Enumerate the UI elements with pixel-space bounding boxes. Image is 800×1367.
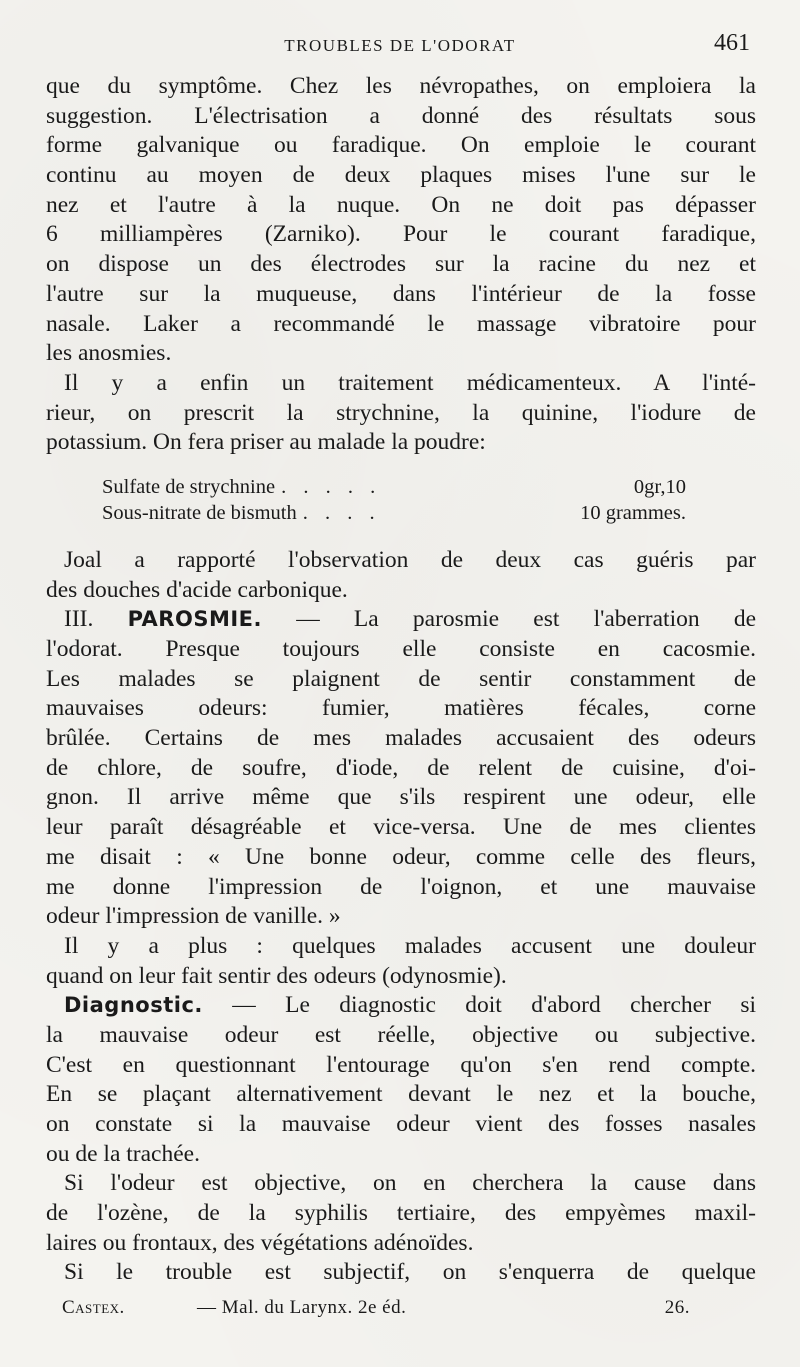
paragraph-subjective — [46, 1258, 756, 1288]
text-line: de l'ozène, de la syphilis tertiaire, des empyèmes maxil- — [46, 1200, 756, 1227]
running-title: TROUBLES DE L'ODORAT — [284, 36, 516, 55]
leader-dots: . . . . — [302, 501, 381, 524]
paragraph-medicaments — [46, 369, 756, 458]
paragraph-odynosmie — [46, 932, 756, 991]
text-line: mauvaises odeurs: fumier, matières fécales, corne — [46, 695, 756, 722]
text-line: les anosmies. — [46, 340, 172, 367]
text-line: gnon. Il arrive même que s'ils respirent une odeur, elle — [46, 784, 756, 811]
text-line: continu au moyen de deux plaques mises l'une sur le — [46, 162, 756, 189]
text-line: laires ou frontaux, des végétations adénoïdes. — [46, 1229, 474, 1256]
text-line: que du symptôme. Chez les névropathes, on emploiera la — [46, 73, 756, 99]
text-line: 6 milliampères (Zarniko). Pour le courant faradique, — [46, 221, 756, 248]
text-line: des douches d'acide carbonique. — [46, 576, 348, 603]
text-line: nez et l'autre à la nuque. On ne doit pas dépasser — [46, 191, 756, 218]
text-line: quand on leur fait sentir des odeurs (odynosmie). — [46, 962, 507, 989]
text-line: potassium. On fera priser au malade la poudre: — [46, 429, 486, 456]
text-line: nasale. Laker a recommandé le massage vibratoire pour — [46, 310, 756, 337]
ingredient-name: Sous-nitrate de bismuth — [102, 501, 297, 524]
text-line: l'odorat. Presque toujours elle consiste en cacosmie. — [46, 636, 756, 662]
running-head — [50, 30, 750, 64]
section-diagnostic — [46, 991, 756, 1169]
text-line: En se plaçant alternativement devant le nez et la bouche, — [46, 1081, 756, 1108]
text-line: Si le trouble est subjectif, on s'enquerra de quelque — [64, 1259, 756, 1286]
heading-line-rest: — Le diagnostic doit d'abord chercher si — [202, 992, 756, 1019]
text-line: suggestion. L'électrisation a donné des résultats sous — [46, 102, 756, 129]
leader-dots: . . . . . — [281, 475, 382, 498]
ingredient-dose: 10 grammes. — [580, 501, 686, 524]
text-line: l'autre sur la muqueuse, dans l'intérieur de la fosse — [46, 280, 756, 307]
text-line: Les malades se plaignent de sentir constamment de — [46, 665, 756, 692]
prescription-row — [102, 500, 686, 526]
page-number: 461 — [714, 30, 750, 56]
page-body — [46, 72, 756, 1288]
page-footer — [62, 1297, 690, 1327]
text-line: leur paraît désagréable et vice-versa. Une de mes clientes — [46, 814, 756, 841]
ingredient-name: Sulfate de strychnine — [102, 475, 276, 498]
paragraph-electrisation — [46, 72, 756, 369]
text-line: brûlée. Certains de mes malades accusaient des odeurs — [46, 725, 756, 752]
footer-author: Castex. — [62, 1297, 125, 1318]
section-heading-line — [46, 991, 756, 1021]
text-line: C'est en questionnant l'entourage qu'on s'en rend compte. — [46, 1051, 756, 1078]
prescription-row — [102, 474, 686, 500]
text-line: on dispose un des électrodes sur la racine du nez et — [46, 251, 756, 278]
section-heading-line — [46, 605, 756, 635]
text-line: la mauvaise odeur est réelle, objective ou subjective. — [46, 1021, 756, 1048]
paragraph-joal — [46, 546, 756, 605]
text-line: me donne l'impression de l'oignon, et une mauvaise — [46, 873, 756, 900]
spacer — [46, 526, 756, 546]
text-line: Joal a rapporté l'observation de deux cas guéris par — [64, 546, 756, 573]
prescription-formula — [46, 474, 756, 526]
section-heading: Diagnostic. — [64, 993, 203, 1018]
section-number: III. — [64, 606, 94, 633]
text-line: me disait : « Une bonne odeur, comme celle des fleurs, — [46, 843, 756, 870]
text-line: rieur, on prescrit la strychnine, la quinine, l'iodure de — [46, 399, 756, 426]
text-line: de chlore, de soufre, d'iode, de relent de cuisine, d'oi- — [46, 754, 756, 781]
paragraph-objective — [46, 1169, 756, 1258]
section-parosmie — [46, 605, 756, 932]
ingredient-dose: 0gr,10 — [633, 475, 686, 498]
text-line: Il y a enfin un traitement médicamenteux. A l'inté- — [64, 369, 756, 396]
text-line: forme galvanique ou faradique. On emploie le courant — [46, 132, 756, 159]
text-line: on constate si la mauvaise odeur vient des fosses nasales — [46, 1111, 756, 1137]
text-line: ou de la trachée. — [46, 1140, 200, 1167]
heading-line-rest: — La parosmie est l'aberration de — [261, 606, 756, 633]
text-line: odeur l'impression de vanille. » — [46, 903, 341, 930]
footer-book-title: — Mal. du Larynx. 2e éd. — [197, 1297, 407, 1318]
text-line: Il y a plus : quelques malades accusent une douleur — [64, 932, 756, 959]
footer-signature: 26. — [664, 1297, 690, 1318]
text-line: Si l'odeur est objective, on en cherchera la cause dans — [64, 1170, 756, 1197]
section-heading: PAROSMIE. — [127, 607, 262, 632]
spacer — [46, 458, 756, 474]
